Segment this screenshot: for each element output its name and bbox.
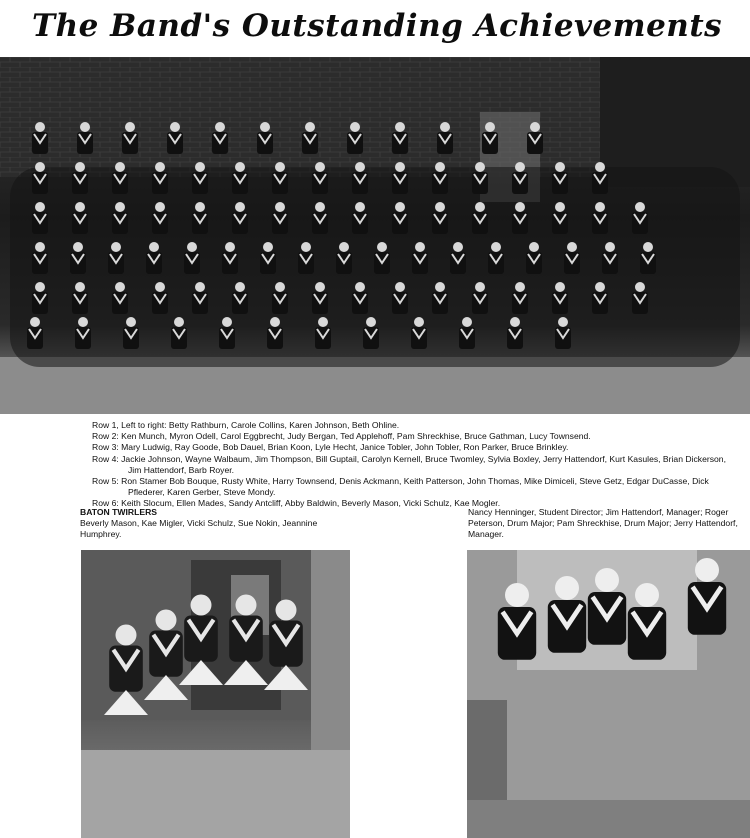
twirlers-photo bbox=[81, 550, 350, 838]
band-group-photo bbox=[0, 57, 750, 414]
twirlers-photo-illustration bbox=[81, 550, 350, 838]
roster-row-6: Row 6: Keith Slocum, Ellen Mades, Sandy Antcliff, Abby Baldwin, Beverly Mason, Vicki Schulz, Kae Mogler. bbox=[92, 498, 501, 509]
band-photo-illustration bbox=[0, 57, 750, 414]
twirlers-heading: BATON TWIRLERS bbox=[80, 507, 158, 517]
twirlers-caption bbox=[80, 507, 350, 540]
staff-caption: Nancy Henninger, Student Director; Jim Hattendorf, Manager; Roger Peterson, Drum Major; Pam Shreckhise, Drum Major; Jerry Hattendorf, Manager. bbox=[468, 507, 738, 539]
twirlers-names: Beverly Mason, Kae Migler, Vicki Schulz, Sue Nokin, Jeannine Humphrey. bbox=[80, 518, 318, 539]
staff-photo-illustration bbox=[467, 550, 750, 838]
roster-row-4: Row 4: Jackie Johnson, Wayne Walbaum, Jim Thompson, Bill Guptail, Carolyn Kernell, Bruce Twomley, Sylvia Boxley, Jerry Hattendorf, Kurt Kasules, Brian Dickerson, Jim Hattendorf, Barb Royer. bbox=[92, 453, 726, 475]
staff-photo bbox=[467, 550, 750, 838]
roster-row-2: Row 2: Ken Munch, Myron Odell, Carol Eggbrecht, Judy Bergan, Ted Applehoff, Pam Shreckhise, Bruce Gathman, Lucy Townsend. bbox=[92, 431, 591, 442]
page-title: The Band's Outstanding Achievements bbox=[32, 8, 723, 44]
band-roster-caption bbox=[92, 420, 732, 510]
roster-row-3: Row 3: Mary Ludwig, Ray Goode, Bob Dauel, Brian Koon, Lyle Hecht, Janice Tobler, John Tobler, Ron Parker, Bruce Brinkley. bbox=[92, 442, 569, 453]
roster-row-1: Row 1, Left to right: Betty Rathburn, Carole Collins, Karen Johnson, Beth Ohline. bbox=[92, 420, 400, 430]
roster-row-5: Row 5: Ron Stamer Bob Bouque, Rusty White, Harry Townsend, Denis Ackmann, Keith Patterson, John Thomas, Mike Dimiceli, Steve Getz, Edgar DuCasse, Dick Pflederer, Karen Gerber, Steve Mondy. bbox=[92, 476, 709, 498]
